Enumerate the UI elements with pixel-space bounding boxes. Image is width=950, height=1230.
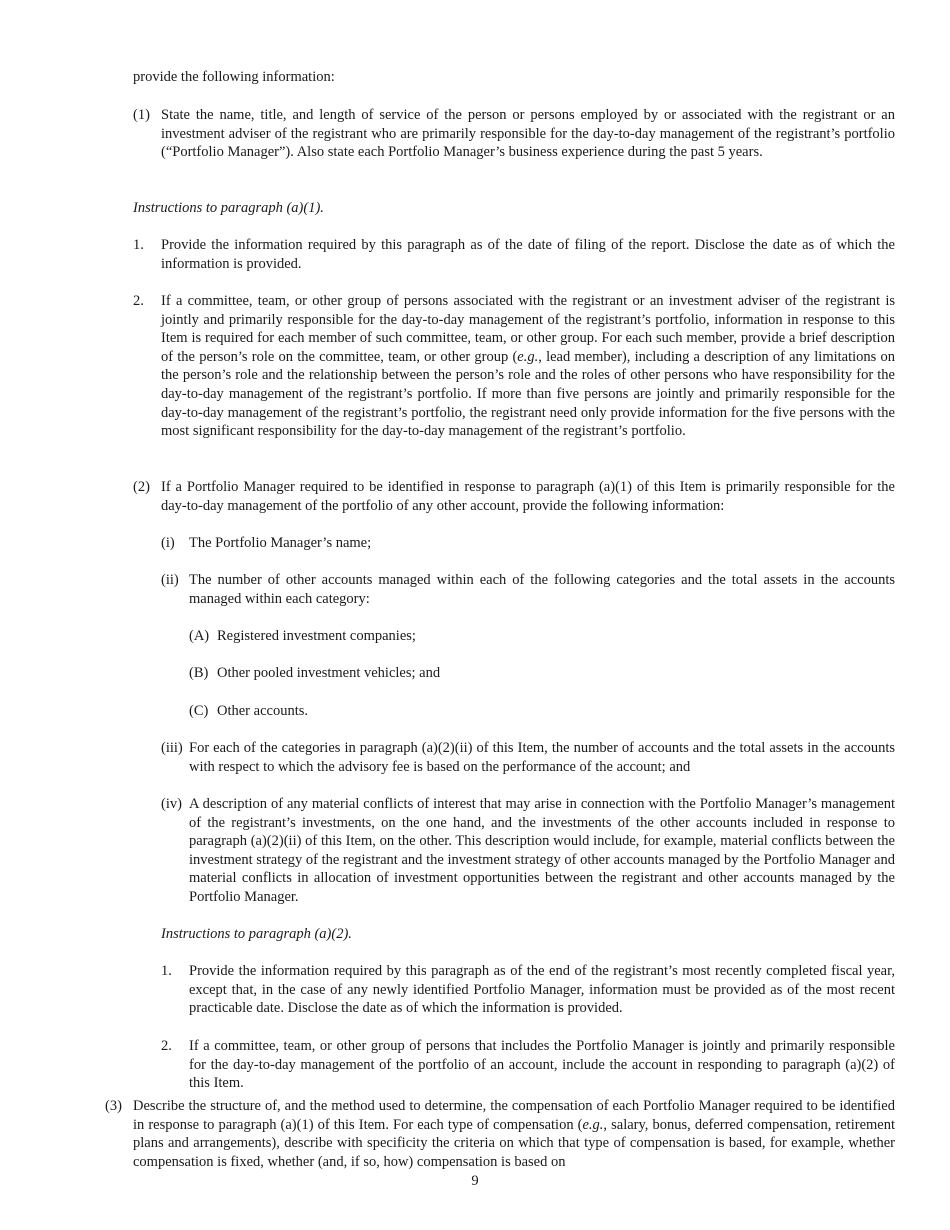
subitem-text: Other pooled investment vehicles; and <box>217 665 441 681</box>
paragraph-text-part: Describe the structure of, and the method used to determine, the compensation of each Portfolio Manager required to be identified in response to paragraph (a)(1) of this Item. For each type of compensation ( <box>133 1098 895 1133</box>
eg-abbreviation: e.g. <box>517 348 539 365</box>
subitem-text: For each of the categories in paragraph (a)(2)(ii) of this Item, the number of accounts and the total assets in the accounts with respect to which the advisory fee is based on the performance of the account; and <box>189 740 895 775</box>
subitem-number: (i) <box>161 535 175 551</box>
subitem-text: A description of any material conflicts of interest that may arise in connection with the Portfolio Manager’s management of the registrant’s investments, on the one hand, and the investments of the other accounts included in response to paragraph (a)(2)(ii) of this Item, on the other. This description would include, for example, material conflicts between the investment strategy of the registrant and the investment strategy of other accounts managed by the Portfolio Manager and material conflicts in allocation of investment opportunities between the registrant and other accounts managed by the Portfolio Manager. <box>189 796 895 905</box>
paragraph-number: (1) <box>133 107 150 123</box>
paragraph-a3 <box>105 1097 895 1171</box>
instruction-item-a1-2 <box>133 292 895 441</box>
instructions-heading-a2: Instructions to paragraph (a)(2). <box>161 926 352 942</box>
instruction-text <box>161 292 895 441</box>
subitem-ii <box>161 571 895 608</box>
paragraph-text-part: , salary, bonus, deferred compensation, retirement plans and arrangements), describe with specificity the criteria on which that type of compensation is based, for example, whether compensation is fixed, whether (and, if so, how) compensation is based on <box>133 1116 895 1170</box>
subitem-iv <box>161 795 895 907</box>
intro-text: provide the following information: <box>133 69 335 85</box>
paragraph-number: (3) <box>105 1098 122 1114</box>
instruction-text-part: If a committee, team, or other group of persons associated with the registrant or an investment adviser of the registrant is jointly and primarily responsible for the day-to-day management of the registrant’s portfolio, information in response to this Item is required for each member of such committee, team, or other group. For each such member, provide a brief description of the person’s role on the committee, team, or other group ( <box>161 293 895 365</box>
paragraph-a2 <box>133 478 895 515</box>
subitem-iii <box>161 739 895 776</box>
paragraph-text: If a Portfolio Manager required to be identified in response to paragraph (a)(1) of this Item is primarily responsible for the day-to-day management of the portfolio of any other account, provide the following information: <box>161 479 895 514</box>
eg-abbreviation: e.g. <box>582 1116 604 1133</box>
instruction-text: Provide the information required by this paragraph as of the end of the registrant’s most recently completed fiscal year, except that, in the case of any newly identified Portfolio Manager, information must be provided as of the most recent practicable date. Disclose the date as of which the information is provided. <box>189 963 895 1017</box>
instruction-number: 2. <box>161 1038 172 1054</box>
subitem-number: (iii) <box>161 740 183 756</box>
instruction-item-a2-2 <box>161 1037 895 1093</box>
subitem-number: (A) <box>189 628 210 644</box>
paragraph-a1 <box>133 106 895 162</box>
subitem-number: (B) <box>189 665 209 681</box>
subitem-number: (ii) <box>161 572 179 588</box>
instruction-item-a2-1 <box>161 962 895 1018</box>
subitem-text: Other accounts. <box>217 703 308 719</box>
instructions-heading-a1: Instructions to paragraph (a)(1). <box>133 200 324 216</box>
page-number: 9 <box>471 1173 479 1189</box>
subitem-A <box>189 627 895 646</box>
instruction-text-part: , lead member), including a description of any limitations on the person’s role and the relationship between the person’s role and the roles of other persons who have responsibility for the day-to-day management of the registrant’s portfolio. If more than five persons are jointly and primarily responsible for the day-to-day management of the registrant’s portfolio, the registrant need only provide information for the five persons with the most significant responsibility for the day-to-day management of the registrant’s portfolio. <box>161 348 895 440</box>
subitem-i <box>161 534 895 553</box>
paragraph-number: (2) <box>133 479 150 495</box>
subitem-text: The number of other accounts managed within each of the following categories and the total assets in the accounts managed within each category: <box>189 572 895 607</box>
subitem-number: (C) <box>189 703 209 719</box>
subitem-B <box>189 664 895 683</box>
subitem-text: Registered investment companies; <box>217 628 416 644</box>
instruction-number: 1. <box>133 237 144 253</box>
paragraph-text: State the name, title, and length of service of the person or persons employed by or associated with the registrant or an investment adviser of the registrant who are primarily responsible for the day-to-day management of the registrant’s portfolio (“Portfolio Manager”). Also state each Portfolio Manager’s business experience during the past 5 years. <box>161 107 895 161</box>
instruction-item-a1-1 <box>133 236 895 273</box>
subitem-text: The Portfolio Manager’s name; <box>189 535 372 551</box>
instruction-number: 2. <box>133 293 144 309</box>
instruction-text: Provide the information required by this paragraph as of the date of filing of the report. Disclose the date as of which the information is provided. <box>161 237 895 272</box>
instruction-text: If a committee, team, or other group of persons that includes the Portfolio Manager is jointly and primarily responsible for the day-to-day management of the portfolio of an account, include the account in responding to paragraph (a)(2) of this Item. <box>189 1038 895 1092</box>
instruction-number: 1. <box>161 963 172 979</box>
subitem-C <box>189 702 895 721</box>
paragraph-text <box>133 1097 895 1171</box>
subitem-number: (iv) <box>161 796 182 812</box>
